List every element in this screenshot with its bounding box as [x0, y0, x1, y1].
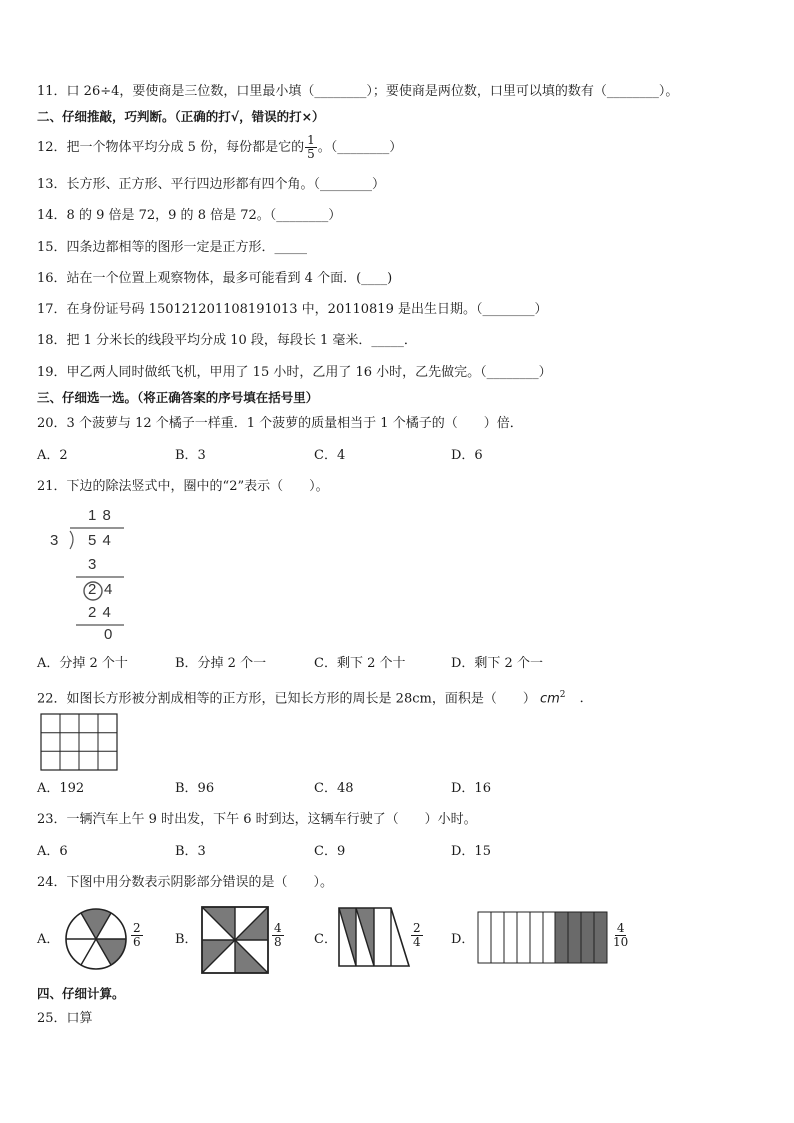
q22-option-d: D．16	[451, 781, 491, 796]
section-3-heading: 三、仔细选一选。（将正确答案的序号填在括号里）	[37, 390, 319, 405]
q21-option-d: D．剩下 2 个一	[451, 656, 543, 671]
q22-option-c: C．48	[314, 781, 354, 796]
division-lines	[40, 505, 150, 645]
question-18: 18．把 1 分米长的线段平均分成 10 段，每段长 1 毫米．_____．	[37, 333, 417, 348]
q23-option-a: A．6	[37, 844, 68, 859]
q24-square-figure	[200, 905, 270, 975]
division-subtract-2: 2 4	[88, 604, 112, 621]
question-21: 21．下边的除法竖式中，圈中的“2”表示（ ）。	[37, 479, 329, 494]
division-dividend: 5 4	[88, 532, 112, 549]
q21-option-c: C．剩下 2 个十	[314, 656, 406, 671]
q22-option-b: B．96	[175, 781, 215, 796]
long-division-figure	[40, 505, 150, 645]
question-15: 15．四条边都相等的图形一定是正方形．_____	[37, 240, 308, 255]
q20-option-b: B．3	[175, 448, 206, 463]
question-22: 22．如图长方形被分割成相等的正方形，已知长方形的周长是 28cm，面积是（ ） $cm^2$ ．	[37, 690, 593, 707]
q23-option-c: C．9	[314, 844, 346, 859]
question-23: 23．一辆汽车上午 9 时出发，下午 6 时到达，这辆车行驶了（ ）小时。	[37, 812, 477, 827]
division-subtract-1: 3	[88, 556, 97, 573]
division-circled-digit: 2	[88, 581, 97, 598]
division-final-remainder: 0	[104, 626, 113, 643]
q24-option-c-label: C．	[314, 932, 337, 947]
division-remainder-tail: 4	[104, 581, 113, 598]
q24-parallelogram-figure	[337, 906, 413, 970]
q24-option-b-label: B．	[175, 932, 198, 947]
q24-d-fraction: $\frac{4}{10}$	[613, 921, 629, 949]
q24-c-fraction: $\frac{2}{4}$	[413, 921, 421, 949]
q24-circle-figure	[63, 906, 129, 972]
section-2-heading: 二、仔细推敲，巧判断。（正确的打√，错误的打×）	[37, 109, 325, 124]
q24-option-a-label: A．	[37, 932, 60, 947]
question-16: 16．站在一个位置上观察物体，最多可能看到 4 个面．(____)	[37, 271, 393, 286]
q21-option-b: B．分掉 2 个一	[175, 656, 267, 671]
question-20: 20．3 个菠萝与 12 个橘子一样重．1 个菠萝的质量相当于 1 个橘子的（ ）倍．	[37, 416, 523, 431]
q20-option-a: A．2	[37, 448, 68, 463]
grid-rectangle-figure	[40, 713, 118, 771]
q23-option-b: B．3	[175, 844, 206, 859]
question-24: 24．下图中用分数表示阴影部分错误的是（ ）。	[37, 875, 334, 890]
question-25: 25．口算	[37, 1011, 93, 1026]
question-14: 14．8 的 9 倍是 72，9 的 8 倍是 72。（________）	[37, 208, 342, 223]
q21-option-a: A．分掉 2 个十	[37, 656, 128, 671]
division-quotient: 1 8	[88, 507, 112, 524]
question-13: 13．长方形、正方形、平行四边形都有四个角。（________）	[37, 177, 386, 192]
q24-a-fraction: $\frac{2}{6}$	[133, 921, 141, 949]
section-4-heading: 四、仔细计算。	[37, 986, 125, 1001]
q24-strip-figure	[477, 911, 609, 965]
fraction-one-fifth: $\frac{1}{5}$	[307, 133, 315, 161]
question-19: 19．甲乙两人同时做纸飞机，甲用了 15 小时，乙用了 16 小时，乙先做完。（________）	[37, 365, 552, 380]
question-17: 17．在身份证号码 150121201108191013 中，20110819 是出生日期。（________）	[37, 302, 548, 317]
q24-option-d-label: D．	[451, 932, 475, 947]
q22-option-a: A．192	[37, 781, 85, 796]
q20-option-d: D．6	[451, 448, 483, 463]
q20-option-c: C．4	[314, 448, 346, 463]
division-divisor: 3	[50, 532, 59, 549]
q23-option-d: D．15	[451, 844, 491, 859]
question-11: 11．口 26÷4，要使商是三位数，口里最小填（________）；要使商是两位数，口里可以填的数有（________）。	[37, 84, 679, 99]
q24-b-fraction: $\frac{4}{8}$	[274, 921, 282, 949]
question-12: 12．把一个物体平均分成 5 份，每份都是它的 $\frac{1}{5}$ 。（________）	[37, 133, 403, 161]
